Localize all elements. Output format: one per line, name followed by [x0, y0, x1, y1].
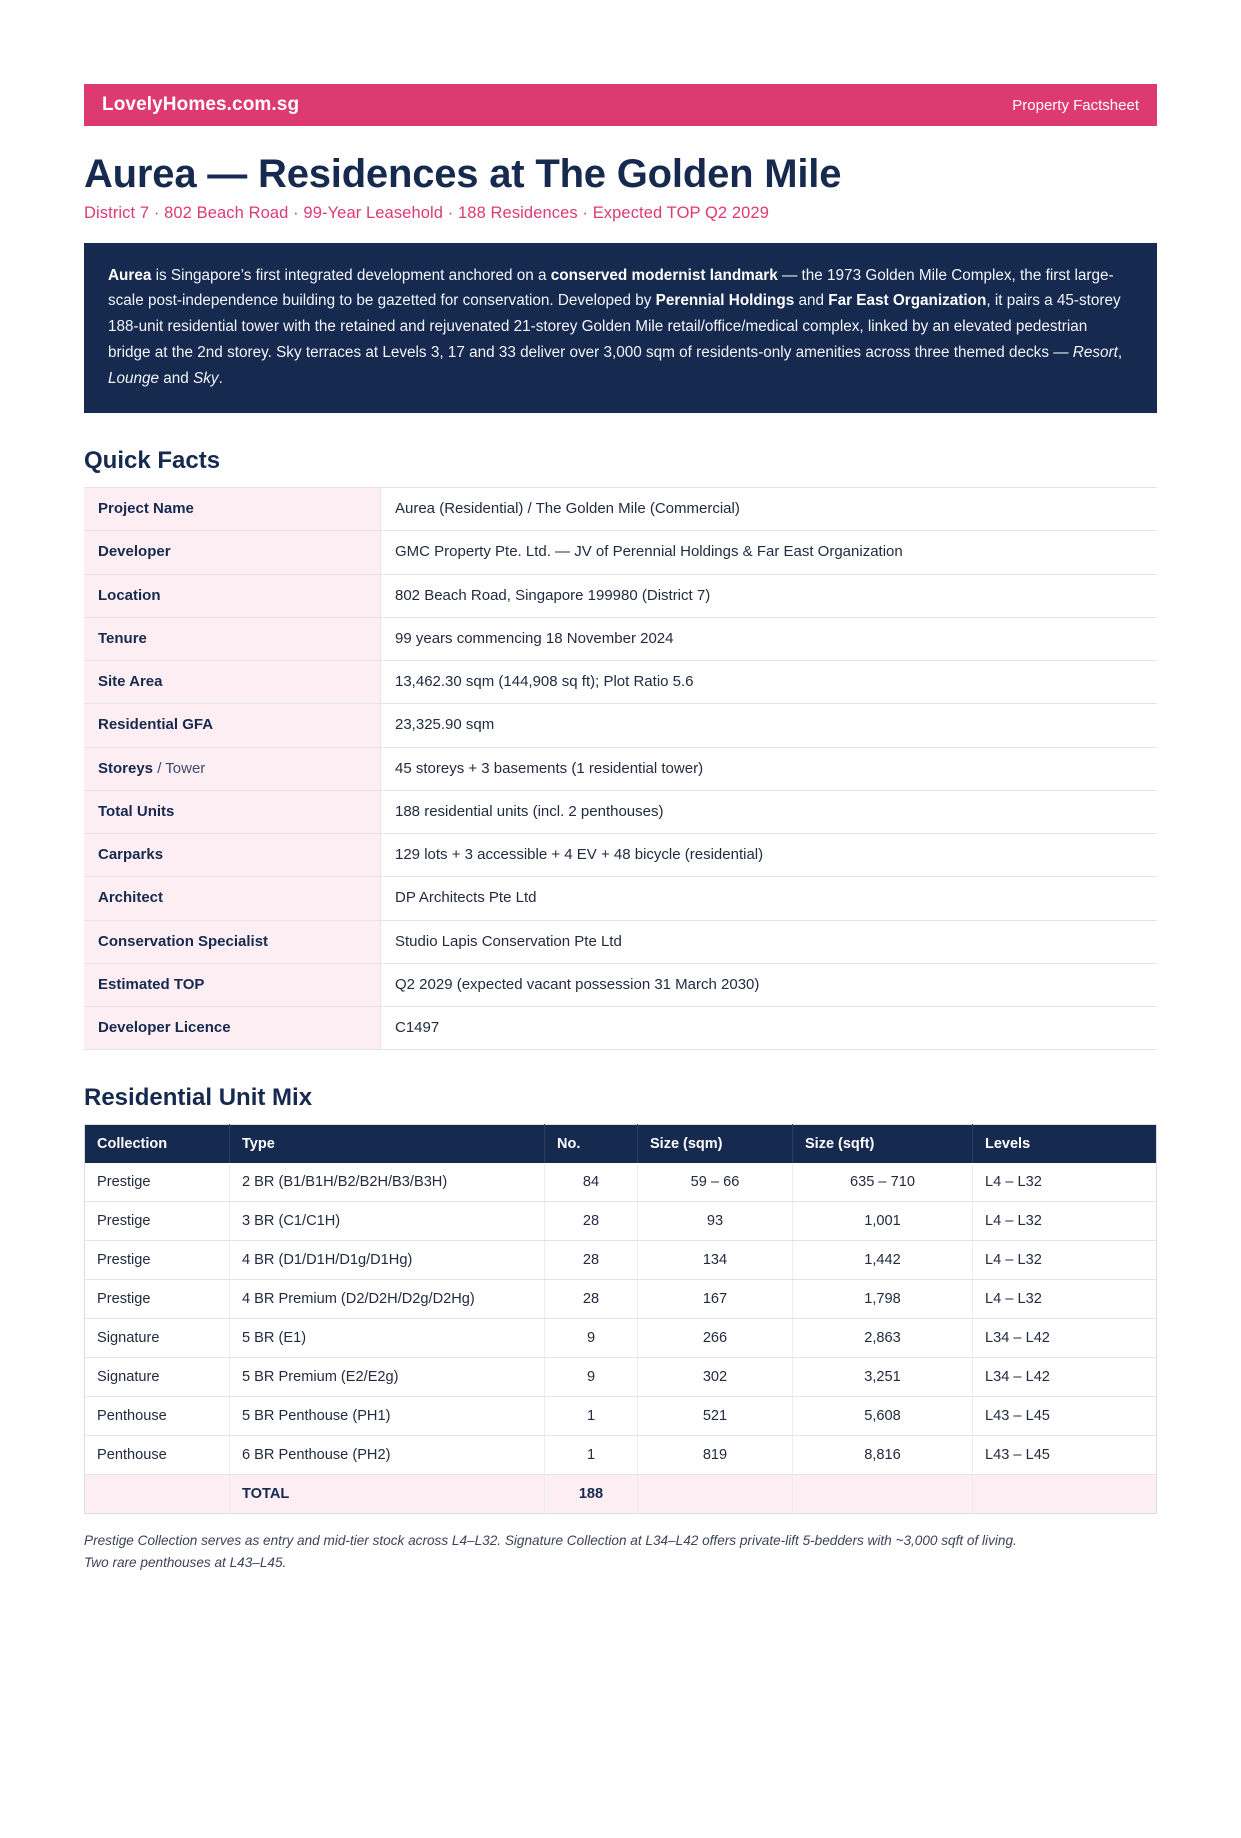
- fact-value: DP Architects Pte Ltd: [381, 877, 1158, 920]
- unit-mix-body: [85, 1163, 1157, 1514]
- cell-collection: Prestige: [85, 1163, 230, 1202]
- cell-no: 1: [545, 1436, 638, 1475]
- fact-label: Conservation Specialist: [84, 920, 381, 963]
- fact-label: Residential GFA: [84, 704, 381, 747]
- cell-levels: L43 – L45: [973, 1397, 1157, 1436]
- fact-label: Total Units: [84, 790, 381, 833]
- cell-size-sqft: 635 – 710: [793, 1163, 973, 1202]
- cell-type: 5 BR (E1): [230, 1319, 545, 1358]
- cell-no: 188: [545, 1475, 638, 1514]
- fact-row: [84, 661, 1157, 704]
- table-row: [85, 1202, 1157, 1241]
- cell-levels: L34 – L42: [973, 1319, 1157, 1358]
- fact-row: [84, 488, 1157, 531]
- fact-label: Estimated TOP: [84, 963, 381, 1006]
- cell-no: 28: [545, 1202, 638, 1241]
- cell-size-sqft: 1,798: [793, 1280, 973, 1319]
- cell-type: 6 BR Penthouse (PH2): [230, 1436, 545, 1475]
- intro-text-run: Perennial Holdings: [655, 292, 795, 310]
- fact-row: [84, 531, 1157, 574]
- cell-no: 28: [545, 1241, 638, 1280]
- cell-no: 28: [545, 1280, 638, 1319]
- cell-size-sqm: [638, 1475, 793, 1514]
- intro-panel: [84, 243, 1157, 413]
- col-collection: Collection: [85, 1125, 230, 1164]
- cell-size-sqm: 134: [638, 1241, 793, 1280]
- cell-collection: Signature: [85, 1319, 230, 1358]
- fact-row: [84, 1007, 1157, 1050]
- unit-mix-head: [85, 1125, 1157, 1164]
- fact-label: Developer: [84, 531, 381, 574]
- intro-text-run: Resort: [1072, 343, 1118, 361]
- cell-type: 4 BR (D1/D1H/D1g/D1Hg): [230, 1241, 545, 1280]
- cell-levels: L43 – L45: [973, 1436, 1157, 1475]
- unit-mix-total-row: [85, 1475, 1157, 1514]
- cell-levels: L4 – L32: [973, 1163, 1157, 1202]
- table-row: [85, 1397, 1157, 1436]
- factsheet-page: [0, 84, 1241, 1838]
- cell-levels: [973, 1475, 1157, 1514]
- cell-size-sqft: 8,816: [793, 1436, 973, 1475]
- fact-row: [84, 920, 1157, 963]
- cell-size-sqft: 3,251: [793, 1358, 973, 1397]
- cell-no: 84: [545, 1163, 638, 1202]
- cell-levels: L4 – L32: [973, 1241, 1157, 1280]
- fact-value: 45 storeys + 3 basements (1 residential tower): [381, 747, 1158, 790]
- table-row: [85, 1436, 1157, 1475]
- cell-collection: Signature: [85, 1358, 230, 1397]
- fact-row: [84, 704, 1157, 747]
- intro-text-run: and: [794, 292, 829, 310]
- intro-text-run: ,: [1117, 343, 1123, 361]
- cell-size-sqft: [793, 1475, 973, 1514]
- page-subtitle: District 7 · 802 Beach Road · 99-Year Leasehold · 188 Residences · Expected TOP Q2 2029: [84, 203, 769, 222]
- unit-mix-table: [84, 1124, 1157, 1514]
- col-size-sqm: Size (sqm): [638, 1125, 793, 1164]
- document-kicker: Property Factsheet: [1012, 96, 1139, 114]
- col-no: No.: [545, 1125, 638, 1164]
- cell-levels: L34 – L42: [973, 1358, 1157, 1397]
- col-levels: Levels: [973, 1125, 1157, 1164]
- quick-facts-body: [84, 488, 1157, 1050]
- cell-type: 4 BR Premium (D2/D2H/D2g/D2Hg): [230, 1280, 545, 1319]
- table-row: [85, 1163, 1157, 1202]
- fact-label: Architect: [84, 877, 381, 920]
- cell-collection: [85, 1475, 230, 1514]
- intro-text-run: .: [218, 369, 223, 387]
- table-row: [85, 1319, 1157, 1358]
- cell-collection: Penthouse: [85, 1397, 230, 1436]
- intro-text-run: Aurea: [108, 266, 152, 284]
- cell-size-sqft: 1,442: [793, 1241, 973, 1280]
- unit-mix-footnote: Prestige Collection serves as entry and mid-tier stock across L4–L32. Signature Collection at L34–L42 offers private-lift 5-bedders with ~3,000 sqft of living. Two rare penthouses at L43–L45.: [84, 1533, 1017, 1570]
- fact-row: [84, 963, 1157, 1006]
- fact-value: 188 residential units (incl. 2 penthouses): [381, 790, 1158, 833]
- intro-text-run: Lounge: [108, 369, 160, 387]
- intro-text-run: , it pairs a 45-storey 188-unit residential tower with the retained and rejuvenated 21-storey Golden Mile retail/office/medical complex, linked by an elevated pedestrian bridge at the 2nd storey. Sky terraces at Levels 3, 17 and 33 deliver over 3,000 sqm of residents-only amenities across three themed decks —: [108, 292, 1121, 361]
- fact-label: Site Area: [84, 661, 381, 704]
- quick-facts-heading: Quick Facts: [84, 447, 221, 475]
- fact-label: Carparks: [84, 834, 381, 877]
- fact-label: Developer Licence: [84, 1007, 381, 1050]
- cell-no: 1: [545, 1397, 638, 1436]
- cell-size-sqm: 521: [638, 1397, 793, 1436]
- unit-mix-header-row: [85, 1125, 1157, 1164]
- cell-type: TOTAL: [230, 1475, 545, 1514]
- brand-bar: [84, 84, 1157, 126]
- fact-row: [84, 574, 1157, 617]
- fact-value: 13,462.30 sqm (144,908 sq ft); Plot Ratio 5.6: [381, 661, 1158, 704]
- fact-label: Location: [84, 574, 381, 617]
- fact-label: Project Name: [84, 488, 381, 531]
- cell-no: 9: [545, 1358, 638, 1397]
- fact-value: 129 lots + 3 accessible + 4 EV + 48 bicycle (residential): [381, 834, 1158, 877]
- cell-size-sqft: 5,608: [793, 1397, 973, 1436]
- cell-type: 5 BR Penthouse (PH1): [230, 1397, 545, 1436]
- cell-size-sqm: 59 – 66: [638, 1163, 793, 1202]
- cell-type: 2 BR (B1/B1H/B2/B2H/B3/B3H): [230, 1163, 545, 1202]
- cell-collection: Prestige: [85, 1280, 230, 1319]
- cell-type: 5 BR Premium (E2/E2g): [230, 1358, 545, 1397]
- cell-collection: Prestige: [85, 1202, 230, 1241]
- cell-size-sqm: 167: [638, 1280, 793, 1319]
- fact-row: [84, 617, 1157, 660]
- table-row: [85, 1280, 1157, 1319]
- fact-row: [84, 834, 1157, 877]
- intro-text-run: and: [159, 369, 194, 387]
- fact-label-suffix: / Tower: [153, 759, 206, 777]
- cell-size-sqm: 302: [638, 1358, 793, 1397]
- fact-value: 23,325.90 sqm: [381, 704, 1158, 747]
- cell-levels: L4 – L32: [973, 1202, 1157, 1241]
- fact-label: Tenure: [84, 617, 381, 660]
- table-row: [85, 1241, 1157, 1280]
- quick-facts-table: [84, 487, 1157, 1050]
- col-size-sqft: Size (sqft): [793, 1125, 973, 1164]
- fact-row: [84, 790, 1157, 833]
- cell-levels: L4 – L32: [973, 1280, 1157, 1319]
- cell-size-sqm: 266: [638, 1319, 793, 1358]
- site-brand: LovelyHomes.com.sg: [102, 94, 300, 115]
- cell-size-sqft: 1,001: [793, 1202, 973, 1241]
- intro-text-run: conserved modernist landmark: [550, 266, 778, 284]
- page-title: Aurea — Residences at The Golden Mile: [84, 152, 842, 196]
- intro-text-run: is Singapore’s first integrated development anchored on a: [151, 266, 551, 284]
- fact-value: GMC Property Pte. Ltd. — JV of Perennial Holdings & Far East Organization: [381, 531, 1158, 574]
- fact-value: C1497: [381, 1007, 1158, 1050]
- cell-no: 9: [545, 1319, 638, 1358]
- cell-type: 3 BR (C1/C1H): [230, 1202, 545, 1241]
- unit-mix-heading: Residential Unit Mix: [84, 1084, 313, 1112]
- fact-value: 99 years commencing 18 November 2024: [381, 617, 1158, 660]
- fact-row: [84, 877, 1157, 920]
- intro-paragraph: [108, 263, 1133, 391]
- fact-row: [84, 747, 1157, 790]
- fact-label: Storeys / Tower: [84, 747, 381, 790]
- table-row: [85, 1358, 1157, 1397]
- fact-value: Studio Lapis Conservation Pte Ltd: [381, 920, 1158, 963]
- fact-value: Aurea (Residential) / The Golden Mile (Commercial): [381, 488, 1158, 531]
- cell-size-sqm: 93: [638, 1202, 793, 1241]
- cell-size-sqm: 819: [638, 1436, 793, 1475]
- fact-value: 802 Beach Road, Singapore 199980 (District 7): [381, 574, 1158, 617]
- cell-collection: Prestige: [85, 1241, 230, 1280]
- cell-collection: Penthouse: [85, 1436, 230, 1475]
- fact-value: Q2 2029 (expected vacant possession 31 March 2030): [381, 963, 1158, 1006]
- intro-text-run: — the 1973 Golden Mile Complex, the first large-scale post-independence building to be gazetted for conservation. Developed by: [108, 266, 1114, 310]
- col-type: Type: [230, 1125, 545, 1164]
- title-block: [84, 152, 1157, 223]
- intro-text-run: Far East Organization: [828, 292, 987, 310]
- cell-size-sqft: 2,863: [793, 1319, 973, 1358]
- intro-text-run: Sky: [193, 369, 219, 387]
